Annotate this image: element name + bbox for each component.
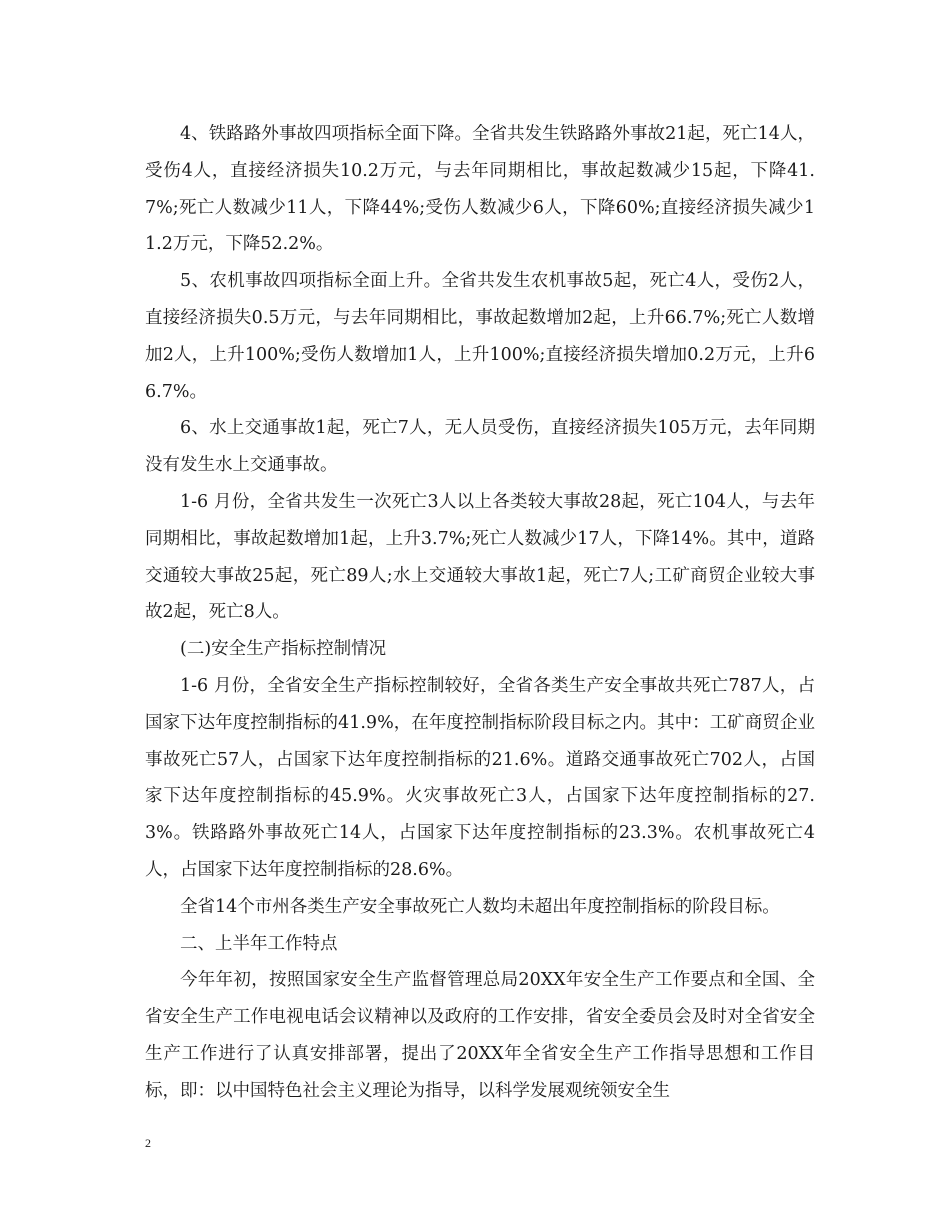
paragraph-railway-accidents: 4、铁路路外事故四项指标全面下降。全省共发生铁路路外事故21起，死亡14人，受伤4人，直接经济损失10.2万元，与去年同期相比，事故起数减少15起，下降41.7%;死亡人数减少11人，下降44%;受伤人数减少6人，下降60%;直接经济损失减少11.2万元，下降52.2%。 <box>145 124 815 255</box>
page-number: 2 <box>145 1136 151 1150</box>
paragraph-indicator-control: 1-6 月份，全省安全生产指标控制较好，全省各类生产安全事故共死亡787人，占国家下达年度控制指标的41.9%，在年度控制指标阶段目标之内。其中：工矿商贸企业事故死亡57人，占国家下达年度控制指标的21.6%。道路交通事故死亡702人，占国家下达年度控制指标的45.9%。火灾事故死亡3人，占国家下达年度控制指标的27.3%。铁路路外事故死亡14人，占国家下达年度控制指标的23.3%。农机事故死亡4人，占国家下达年度控制指标的28.6%。 <box>145 675 815 880</box>
section-heading-indicator-control: (二)安全生产指标控制情况 <box>180 639 387 660</box>
section-heading-work-features: 二、上半年工作特点 <box>180 933 338 954</box>
paragraph-water-traffic-accidents: 6、水上交通事故1起，死亡7人，无人员受伤，直接经济损失105万元，去年同期没有发生水上交通事故。 <box>145 418 815 476</box>
paragraph-major-accidents: 1-6 月份，全省共发生一次死亡3人以上各类较大事故28起，死亡104人，与去年同期相比，事故起数增加1起，上升3.7%;死亡人数减少17人，下降14%。其中，道路交通较大事故25起，死亡89人;水上交通较大事故1起，死亡7人;工矿商贸企业较大事故2起，死亡8人。 <box>145 491 815 623</box>
paragraph-city-targets: 全省14个市州各类生产安全事故死亡人数均未超出年度控制指标的阶段目标。 <box>180 896 780 917</box>
paragraph-work-arrangements: 今年年初，按照国家安全生产监督管理总局20XX年安全生产工作要点和全国、全省安全生产工作电视电话会议精神以及政府的工作安排，省安全委员会及时对全省安全生产工作进行了认真安排部署，提出了20XX年全省安全生产工作指导思想和工作目标，即：以中国特色社会主义理论为指导，以科学发展观统领安全生 <box>145 970 815 1101</box>
paragraph-farm-machinery-accidents: 5、农机事故四项指标全面上升。全省共发生农机事故5起，死亡4人，受伤2人，直接经济损失0.5万元，与去年同期相比，事故起数增加2起，上升66.7%;死亡人数增加2人，上升100%;受伤人数增加1人，上升100%;直接经济损失增加0.2万元，上升66.7%。 <box>145 271 815 402</box>
body-text <box>145 116 815 1110</box>
